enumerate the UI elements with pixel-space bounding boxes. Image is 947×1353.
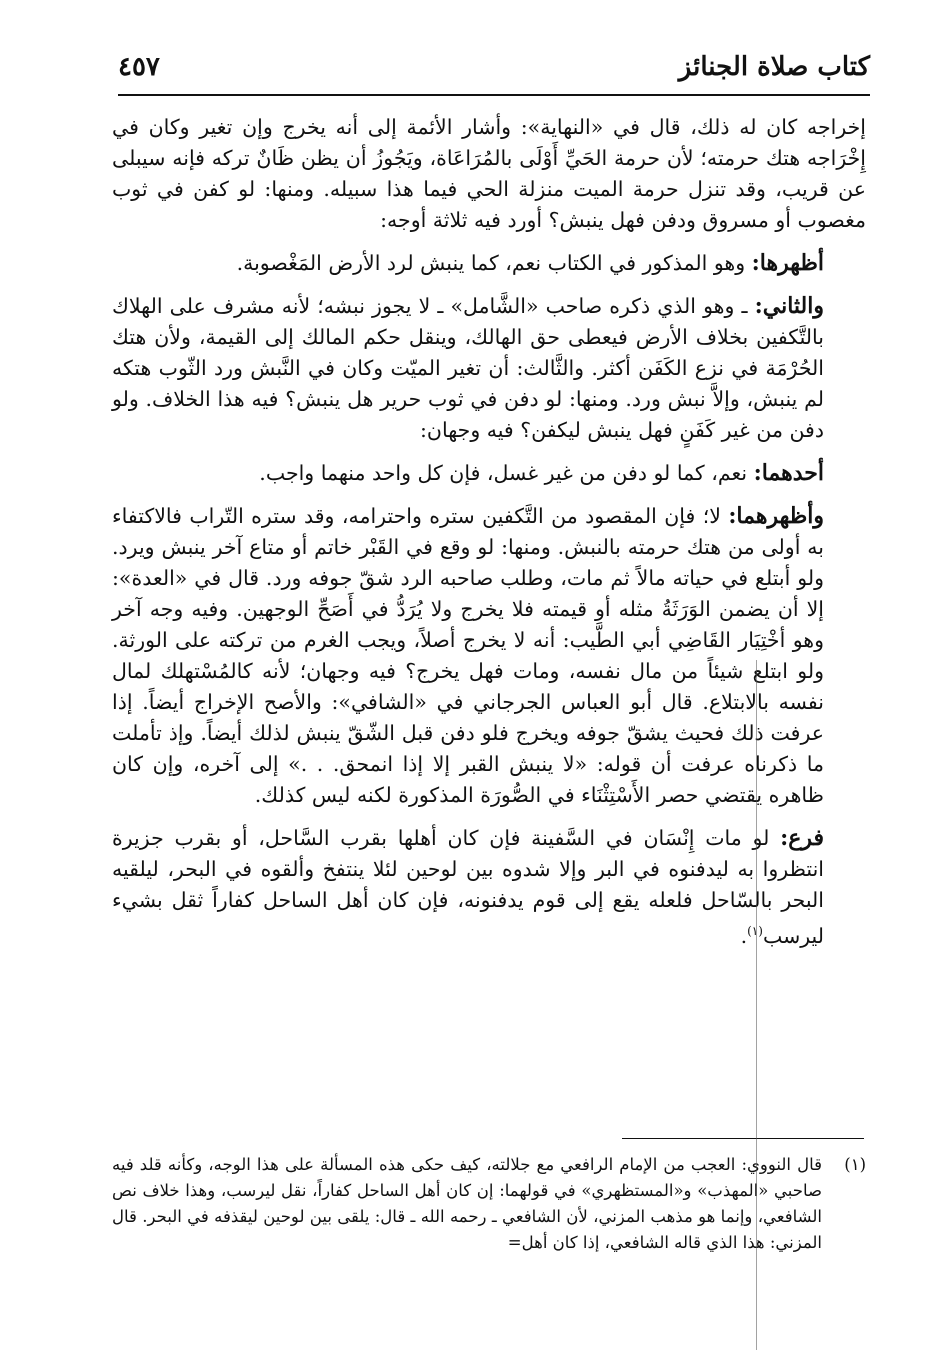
paragraph-5-label: وأظهرهما: <box>728 503 824 529</box>
paragraph-6-end: . <box>740 923 748 948</box>
footnote-text: قال النووي: العجب من الإمام الرافعي مع جلالته، كيف حكى هذه المسألة على هذا الوجه، وكأنه قلد فيه صاحبي «المهذب» و«المستظهري» في قولهما: إن كان أهل الساحل كفاراً، نقل ليرسب، وهذا خلاف نص الشافعي، وإنما هو مذهب المزني، لأن الشافعي ـ رحمه الله ـ قال: يلقى بين لوحين ليقذفه في البحر. قال المزني: هذا الذي قاله الشافعي، إذا كان أهل= <box>112 1155 822 1252</box>
paragraph-6 <box>112 823 866 952</box>
scan-artifact-line <box>756 660 757 1350</box>
paragraph-4 <box>112 458 866 489</box>
paragraph-1 <box>112 112 866 236</box>
main-text <box>112 112 866 964</box>
paragraph-6-label: فرع: <box>780 825 824 851</box>
page-number: ٤٥٧ <box>118 52 160 82</box>
paragraph-3-label: والثاني: <box>754 293 824 319</box>
paragraph-5-text: لا؛ فإن المقصود من التَّكفين ستره واحترامه، وقد ستره التّراب فالاكتفاء به أولى من هتك حرمته بالنبش. ومنها: لو وقع في القَبْر خاتم أو متاع آخر ينبش ويرد. ولو أبتلع في حياته مالاً ثم مات، وطلب صاحبه الرد شقّ جوفه ورد. قال في «العدة»: إلا أن يضمن الوَرَثَةُ مثله أو قيمته فلا يخرج ولا يُرَدُّ في أَصَحِّ الوجهين. وفيه وجه آخر وهو أخْتِيَار القَاضِي أبي الطَّيب: أنه لا يخرج أصلاً، ويجب الغرم من تركته على الورثة. ولو ابتلع شيئاً من مال نفسه، ومات فهل يخرج؟ فيه وجهان؛ لأنه كالمُسْتهلك لمال نفسه بالابتلاع. قال أبو العباس الجرجاني في «الشافي»: والأصح الإخراج أيضاً. إذا عرفت ذلك فحيث يشقّ جوفه ويخرج فلو دفن قبل الشّقّ ينبش لذلك أيضاً. وإذ تأملت ما ذكرناه عرفت أن قوله: «لا ينبش القبر إلا إذا انمحق. . .» إلى آخره، وإن كان ظاهره يقتضي حصر الأَسْتِثْنَاء في الصُّورَة المذكورة لكنه ليس كذلك. <box>112 504 824 807</box>
header-divider <box>118 94 870 96</box>
footnote <box>112 1152 866 1256</box>
paragraph-5 <box>112 501 866 811</box>
running-header <box>118 52 870 88</box>
footnote-divider <box>622 1138 864 1139</box>
paragraph-3-text: ـ وهو الذي ذكره صاحب «الشَّامل» ـ لا يجوز نبشه؛ لأنه مشرف على الهلاك بالتَّكفين بخلاف الأرض فيعطى حق الهالك، وينقل حكم المالك إلى القيمة، ولأن هتك الحُرْمَة في نزع الكَفَن أكثر. والثَّالث: أن تغير الميّت وكان في النَّبش ورد الثّوب هتكه لم ينبش، وإلاَّ نبش ورد. ومنها: لو دفن في ثوب حرير هل ينبش؟ فيه هذا الخلاف. ولو دفن من غير كَفَنٍ فهل ينبش ليكفن؟ فيه وجهان: <box>112 294 824 442</box>
paragraph-2-text: وهو المذكور في الكتاب نعم، كما ينبش لرد الأرض المَغْصوبة. <box>236 251 746 275</box>
paragraph-1-text: إخراجه كان له ذلك، قال في «النهاية»: وأشار الأئمة إلى أنه يخرج وإن تغير وكان في إِخْرَاجه هتك حرمته؛ لأن حرمة الحَيِّ أَوْلَى بالمُرَاعَاة، ويَجُوزُ أن يظن ظَانٌ تركه فإنه سيبلى عن قريب، وقد تنزل حرمة الميت منزلة الحي فيما هذا سبيله. ومنها: لو كفن في ثوب مغصوب أو مسروق ودفن فهل ينبش؟ أورد فيه ثلاثة أوجه: <box>112 115 866 232</box>
footnote-number: (١) <box>844 1155 866 1174</box>
paragraph-2-label: أظهرها: <box>751 250 824 276</box>
paragraph-4-text: نعم، كما لو دفن من غير غسل، فإن كل واحد منهما واجب. <box>259 461 748 485</box>
paragraph-6-text: لو مات إِنْسَان في السَّفينة فإن كان أهلها بقرب السَّاحل، أو بقرب جزيرة انتظروا به ليدفنوه في البر وإلا شدوه بين لوحين لئلا ينتفخ وألقوه في البحر، ليلقيه البحر بالسّاحل فلعله يقع إلى قوم يدفنونه، فإن كان أهل الساحل كفاراً ثقل بشيء ليرسب <box>112 826 824 948</box>
paragraph-3 <box>112 291 866 446</box>
paragraph-4-label: أحدهما: <box>753 460 824 486</box>
chapter-title: كتاب صلاة الجنائز <box>678 52 870 82</box>
footnote-reference[interactable]: (١) <box>747 924 763 938</box>
paragraph-2 <box>112 248 866 279</box>
